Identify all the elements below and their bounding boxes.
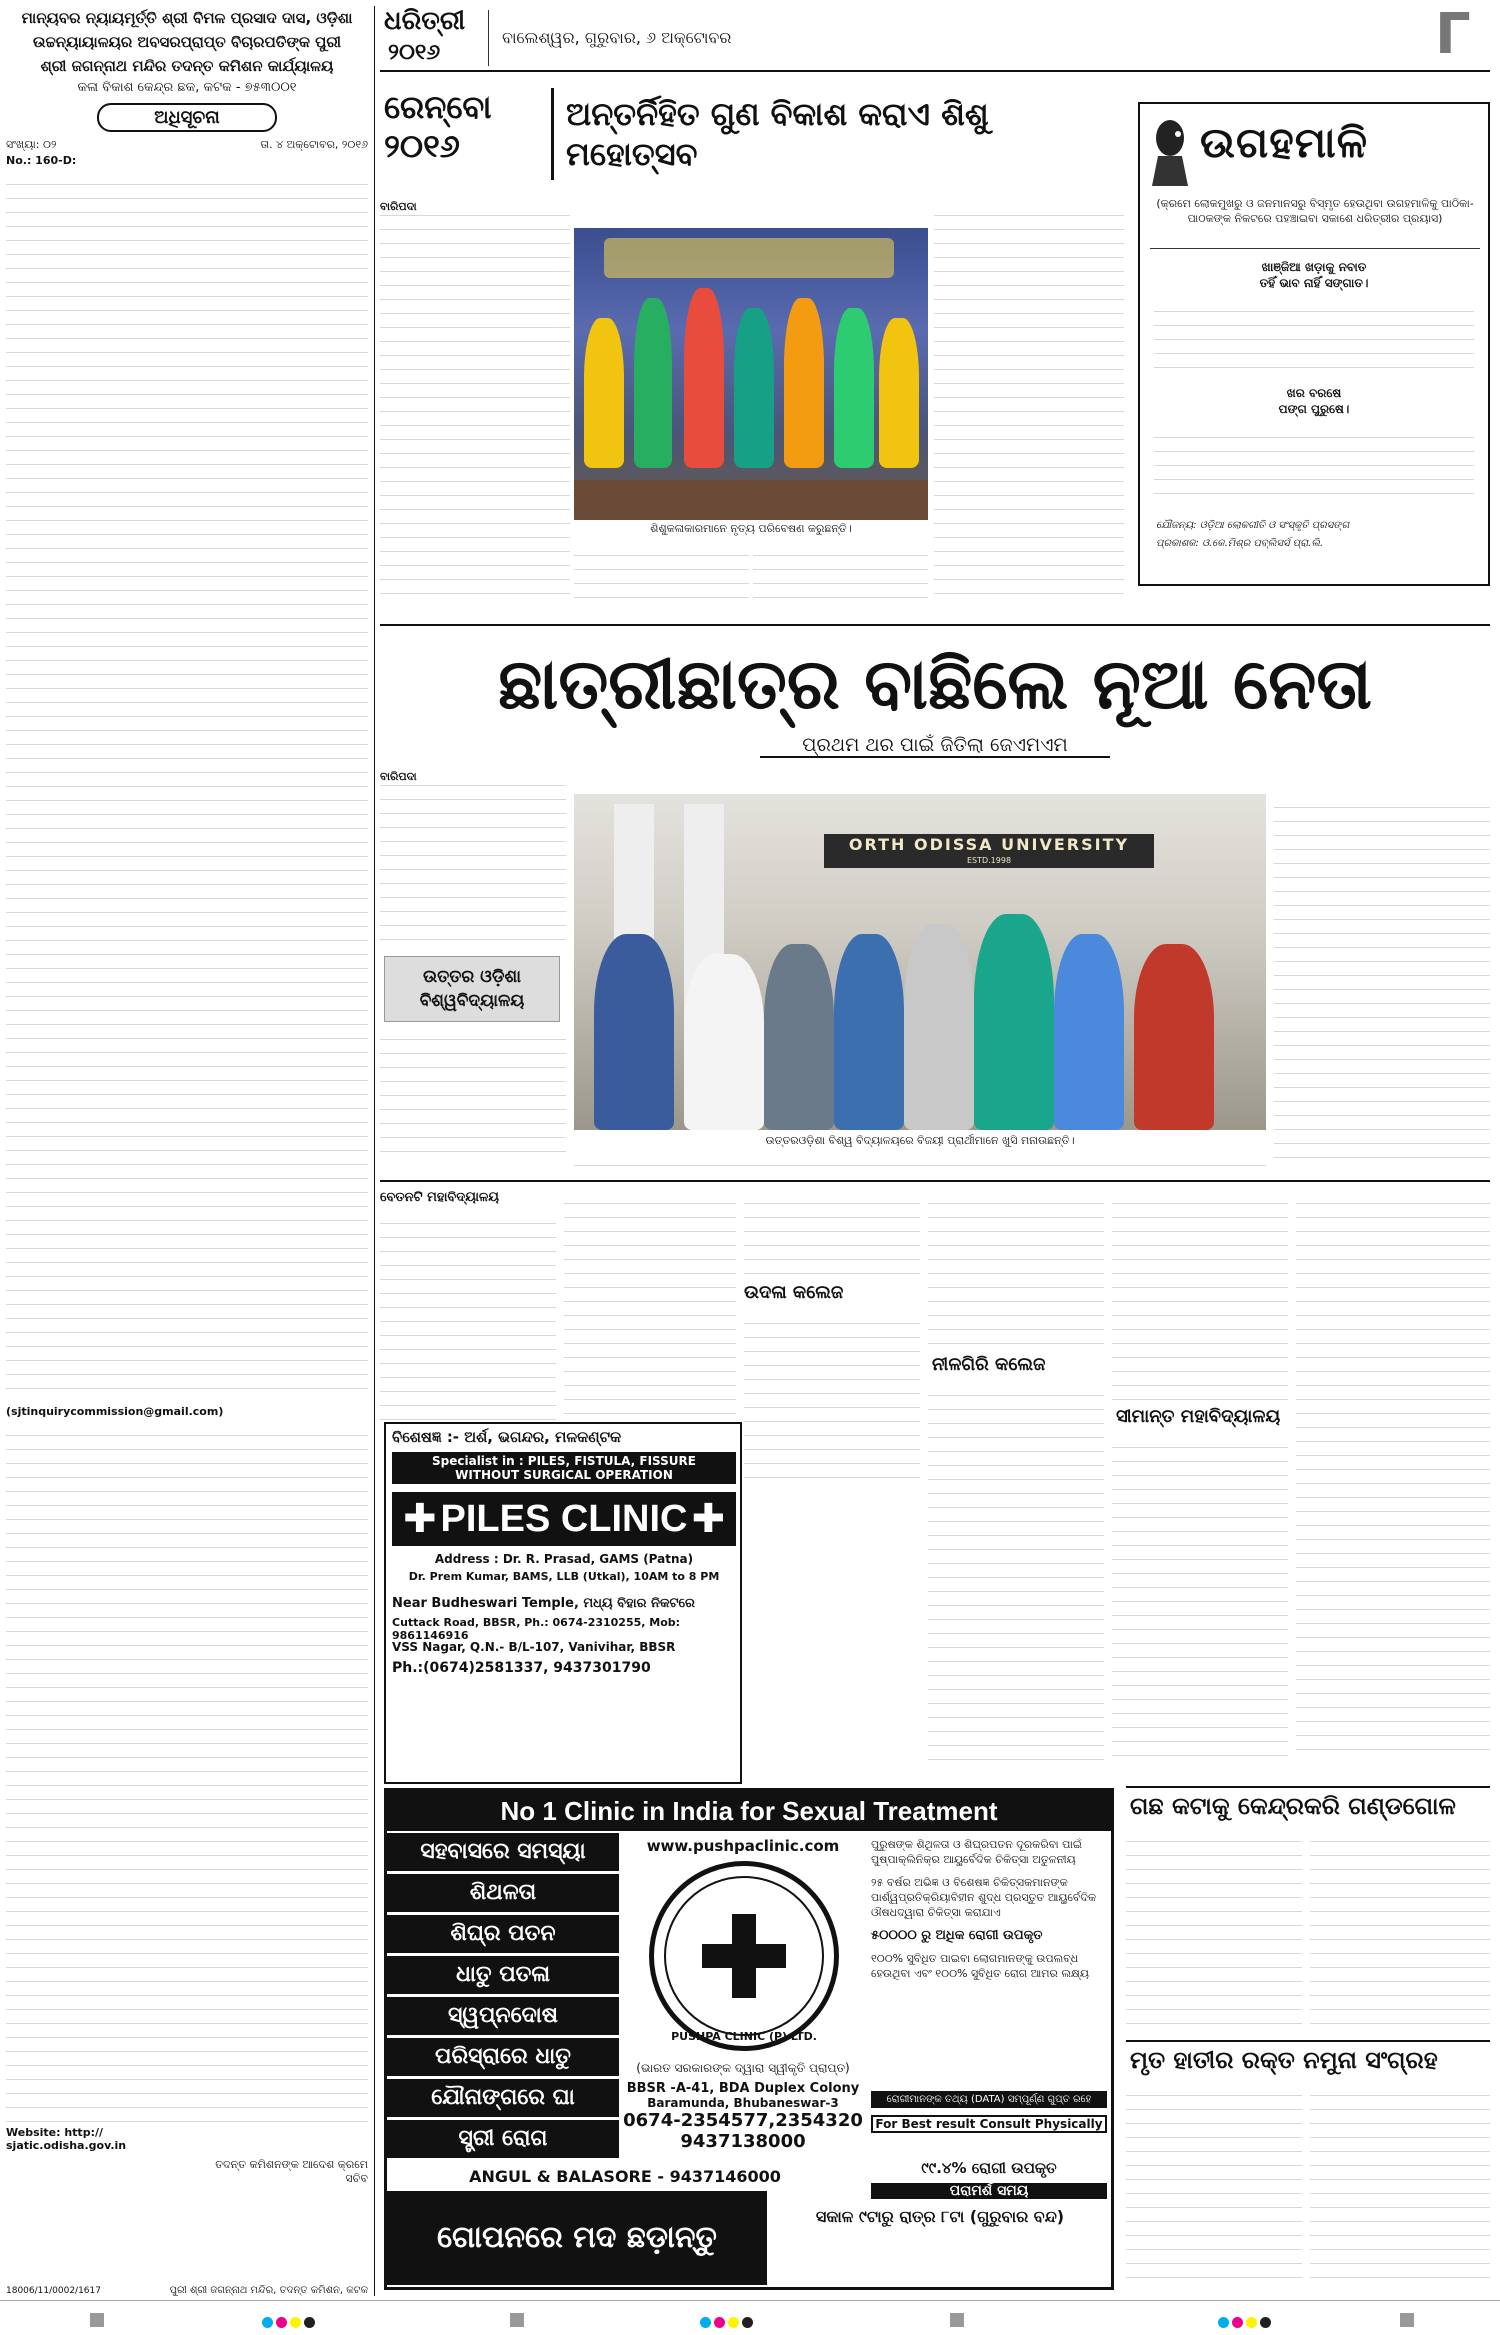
notice-title <box>6 6 368 78</box>
ugahamali-credit-1: ଯୌଜନ୍ୟ: ଓଡ଼ିଆ ଲୋକଗୀତି ଓ ସଂସ୍କୃତି ପ୍ରସଙ୍ଗ <box>1156 520 1350 531</box>
college-col-4b <box>928 1382 1104 1762</box>
color-dots <box>700 2313 756 2332</box>
notice-email: (sjtinquirycommission@gmail.com) <box>6 1405 224 1418</box>
notice-sign-3: ପୁରୀ ଶ୍ରୀ ଜଗନ୍ନାଥ ମନ୍ଦିର, ତଦନ୍ତ କମିଶନ, କଟକ <box>169 2285 368 2296</box>
corner-mark: Γ <box>1435 2 1471 67</box>
college-col-3a <box>744 1190 920 1280</box>
ugahamali-text-2 <box>1154 424 1474 504</box>
seal-cross-icon <box>702 1914 786 1998</box>
college-col-3-head: ନୀଳଗିରି କଲେଜ <box>932 1354 1046 1375</box>
pushpa-data-head: ରୋଗୀମାନଙ୍କ ତଥ୍ୟ (DATA) ସମ୍ପୂର୍ଣ୍ଣ ଗୁପ୍ତ ରହେ <box>871 2091 1107 2108</box>
piles-near: Near Budheswari Temple, ମଧ୍ୟ ବିହାର ନିକଟରେ <box>392 1596 695 1611</box>
pushpa-clinic-ad <box>384 1788 1114 2290</box>
festival-byline: ବାରିପଦା <box>380 200 421 214</box>
ugahamali-verse-1: ଖାଞ୍ଜିଆ ଖଡ଼ାକୁ ନବାତ <box>1261 260 1367 274</box>
plus-icon: ✚ <box>402 1496 437 1542</box>
paper-name: ଧରିତ୍ରୀ <box>384 6 466 36</box>
main-subhead: ପ୍ରଥମ ଥର ପାଇଁ ଜିତିଲା ଜେଏମଏମ <box>760 734 1110 758</box>
problem-item: ପରିସ୍ରାରେ ଧାତୁ <box>387 2038 619 2076</box>
magenta-dot <box>276 2317 287 2328</box>
pushpa-timing: ସକାଳ ୯ଟାରୁ ରାତ୍ର ୮ଟା (ଗୁରୁବାର ବନ୍ଦ) <box>815 2207 1065 2226</box>
pushpa-phone-1: 0674-2354577,2354320 <box>623 2110 863 2131</box>
piles-specialist-line: Specialist in : PILES, FISTULA, FISSURE <box>432 1454 696 1468</box>
commission-notice <box>6 6 368 2298</box>
problem-item: ଶିଘ୍ର ପତନ <box>387 1915 619 1953</box>
ugahamali-intro: (କ୍ରମେ ଲୋକମୁଖରୁ ଓ ଜନମାନସରୁ ବିସ୍ମୃତ ହେଉଥିବା ଉଗହମାଳିକୁ ପାଠିକା-ପାଠକଙ୍କ ନିକଟରେ ପହଞ୍ଚାଇବା ସକାଶେ ଧରିତ୍ରୀର ପ୍ରୟାସ) <box>1156 197 1474 225</box>
college-col-1-head: ବେତନଟି ମହାବିଦ୍ୟାଳୟ <box>380 1190 500 1205</box>
main-headline: ଛାତ୍ରୀଛାତ୍ର ବାଛିଲେ ନୂଆ ନେତା <box>498 643 1372 725</box>
blood-col-2 <box>1310 2082 1490 2282</box>
ugahamali-title: ଉଗହମାଳି <box>1200 118 1369 167</box>
college-col-5b <box>1112 1434 1288 1762</box>
black-dot <box>742 2317 753 2328</box>
college-col-2-head: ଉଦଳା କଲେଜ <box>744 1282 844 1303</box>
festival-kicker-word: ରେନ୍‌ବୋ <box>384 88 492 126</box>
year-label: ୨୦୧୬ <box>388 40 441 65</box>
problem-item: ଯୌନାଙ୍ଗରେ ଘା <box>387 2079 619 2117</box>
yellow-dot <box>290 2317 301 2328</box>
college-col-4-head: ସୀମାନ୍ତ ମହାବିଦ୍ୟାଳୟ <box>1116 1406 1281 1427</box>
notice-ref-date: ତା. ୪ ଅକ୍ଟୋବର, ୨୦୧୬ <box>260 138 368 151</box>
festival-headline: ଅନ୍ତର୍ନିହିତ ଗୁଣ ବିକାଶ କରାଏ ଶିଶୁ ମହୋତ୍ସବ <box>566 95 989 173</box>
pushpa-govt: (ଭାରତ ସରକାରଙ୍କ ଦ୍ୱାରା ସ୍ୱୀକୃତି ପ୍ରାପ୍ତ) <box>636 2061 850 2075</box>
ugahamali-credit-2: ପ୍ରକାଶକ: ଓ.କେ.ମିଶ୍ର ପବ୍ଲିସର୍ସ ପ୍ରା.ଲି. <box>1156 538 1324 549</box>
pushpa-title: No 1 Clinic in India for Sexual Treatment <box>387 1791 1111 1831</box>
pushpa-phone-2: 9437138000 <box>680 2131 806 2152</box>
piles-brand-name: PILES CLINIC <box>440 1497 688 1540</box>
notice-title-line: ଶ୍ରୀ ଜଗନ୍ନାଥ ମନ୍ଦିର ତଦନ୍ତ କମିଶନ କାର୍ଯ୍ୟାଳୟ <box>40 57 334 75</box>
festival-story <box>380 82 1128 610</box>
notice-no: No.: 160-D: <box>6 154 77 167</box>
main-byline: ବାରିପଦା <box>380 770 421 784</box>
piles-brand <box>392 1492 736 1546</box>
notice-heading: ଅଧିସୂଚନା <box>97 103 277 132</box>
notice-website[interactable]: sjatic.odisha.gov.in <box>6 2139 127 2152</box>
main-photo <box>574 794 1266 1130</box>
festival-col-1 <box>380 202 570 597</box>
tree-col-2 <box>1310 1828 1490 2028</box>
ugahamali-verse-2b: ପଙ୍ଗ ପୁରୁଷେ। <box>1278 402 1350 416</box>
masthead <box>380 2 1490 72</box>
problem-item: ସ୍ତ୍ରୀ ରୋଗ <box>387 2120 619 2158</box>
festival-col-3 <box>753 542 928 598</box>
festival-photo <box>574 228 928 520</box>
ugahamali-verse-1b: ତହିଁ ଭାବ ନାହିଁ ସଙ୍ଗାତ। <box>1259 276 1369 290</box>
ugahamali-icon <box>1148 116 1196 186</box>
festival-kicker-year: ୨୦୧୬ <box>384 127 460 165</box>
pushpa-seal <box>649 1861 839 2051</box>
notice-ref-no: ସଂଖ୍ୟା: ୦୨ <box>6 138 57 151</box>
tree-col-1 <box>1126 1828 1302 2028</box>
piles-specialist <box>392 1452 736 1484</box>
cyan-dot <box>262 2317 273 2328</box>
festival-col-2 <box>574 542 749 598</box>
university-sign <box>824 834 1154 868</box>
notice-sign-2: ସଚିବ <box>345 2172 368 2185</box>
tree-story <box>1126 1786 1490 2036</box>
problem-item: ଧାତୁ ପତଳା <box>387 1956 619 1994</box>
college-col-2 <box>564 1190 736 1420</box>
piles-clinic-ad <box>384 1422 742 1784</box>
seal-text: PUSHPA CLINIC (P) LTD. <box>671 2030 817 2043</box>
notice-body-1 <box>6 171 368 1401</box>
pushpa-problems <box>387 1833 619 2161</box>
magenta-dot <box>1232 2317 1243 2328</box>
pushpa-benefit: ୯୯.୪% ରୋଗୀ ଉପକୃତ <box>921 2159 1057 2177</box>
college-col-4a <box>928 1190 1104 1350</box>
college-col-1 <box>380 1210 556 1420</box>
main-col-4 <box>1274 794 1490 1166</box>
color-dots <box>1218 2313 1274 2332</box>
ugahamali-verse-2: ଖର ବରଷେ <box>1286 386 1342 400</box>
feature-item: ୫୦୦୦୦ ରୁ ଅଧିକ ରୋଗୀ ଉପକୃତ <box>871 1928 1043 1943</box>
notice-title-line: ମାନ୍ୟବର ନ୍ୟାୟମୂର୍ତ୍ତି ଶ୍ରୀ ବିମଳ ପ୍ରସାଦ ଦାସ, ଓଡ଼ିଶା <box>21 9 353 27</box>
dateline: ବାଲେଶ୍ୱର, ଗୁରୁବାର, ୬ ଅକ୍ଟୋବର <box>502 28 732 47</box>
notice-sign-1: ତଦନ୍ତ କମିଶନଙ୍କ ଆଦେଶ କ୍ରମେ <box>215 2158 368 2171</box>
college-col-3b <box>744 1310 920 1482</box>
problem-item: ଶିଥଳତା <box>387 1874 619 1912</box>
main-story <box>380 624 1490 1170</box>
college-col-6 <box>1296 1190 1490 1762</box>
pushpa-bbsr <box>623 2081 863 2152</box>
university-sign-text: ORTH ODISSA UNIVERSITY <box>848 835 1130 854</box>
main-sidebar-label: ଉତ୍ତର ଓଡ଼ିଶା ବିଶ୍ୱବିଦ୍ୟାଳୟ <box>384 956 560 1022</box>
piles-without-line: WITHOUT SURGICAL OPERATION <box>455 1468 673 1482</box>
main-col-1b <box>380 1026 566 1156</box>
notice-website-label: Website: http:// <box>6 2126 103 2139</box>
university-sign-sub: ESTD.1998 <box>966 856 1012 865</box>
notice-code: 18006/11/0002/1617 <box>6 2286 101 2296</box>
festival-kicker <box>384 88 554 180</box>
problem-item: ସ୍ୱପ୍ନଦୋଷ <box>387 1997 619 2035</box>
pushpa-website: www.pushpaclinic.com <box>646 1837 840 1855</box>
notice-body-2 <box>6 1422 368 2122</box>
pushpa-branches: ANGUL & BALASORE - 9437146000 <box>469 2167 781 2186</box>
notice-address: କଳା ବିକାଶ କେନ୍ଦ୍ର ଛକ, କଟକ - ୭୫୩୦୦୧ <box>77 80 297 95</box>
print-registration-strip <box>0 2300 1500 2335</box>
cyan-dot <box>1218 2317 1229 2328</box>
pushpa-timing-head: ପରାମର୍ଶ ସମୟ <box>871 2183 1107 2199</box>
piles-cuttack: Cuttack Road, BBSR, Ph.: 0674-2310255, Mob: 9861146916 <box>392 1616 681 1642</box>
yellow-dot <box>1246 2317 1257 2328</box>
pushpa-consult: For Best result Consult Physically <box>871 2115 1107 2133</box>
piles-doctor-2: Dr. Prem Kumar, BAMS, LLB (Utkal), 10AM to 8 PM <box>408 1570 720 1583</box>
main-photo-caption: ଉତ୍ତରଓଡ଼ିଶା ବିଶ୍ୱ ବିଦ୍ୟାଳୟରେ ବିଜୟୀ ପ୍ରାର୍ଥୀମାନେ ଖୁସି ମନାଉଛନ୍ତି। <box>765 1134 1075 1147</box>
plus-icon: ✚ <box>691 1496 726 1542</box>
pushpa-slogan: ଗୋପନରେ ମଦ ଛଡ଼ାନ୍ତୁ <box>387 2191 767 2285</box>
black-dot <box>304 2317 315 2328</box>
blood-story <box>1126 2040 1490 2290</box>
pushpa-bbsr-address: BBSR -A-41, BDA Duplex Colony <box>626 2081 860 2096</box>
piles-special: ବିଶେଷଜ୍ଞ :- ଅର୍ଶ, ଭଗନ୍ଦର, ମଳକଣ୍ଟକ <box>392 1428 622 1446</box>
blood-col-1 <box>1126 2082 1302 2282</box>
feature-item: ୧୦୦% ସୁବିଧିତ ପାଇବା ଲୋଗମାନଙ୍କୁ ଉପଲବ୍ଧ ହେଉଥିବା ଏବଂ ୧୦୦% ସୁବିଧିତ ରୋଗ ଆମର ଲକ୍ଷ୍ୟ <box>871 1952 1089 1980</box>
college-col-5a <box>1112 1190 1288 1400</box>
color-dots <box>262 2313 318 2332</box>
ugahamali-box <box>1138 102 1490 586</box>
piles-vss: VSS Nagar, Q.N.- B/L-107, Vanivihar, BBSR <box>392 1640 676 1654</box>
blood-headline: ମୃତ ହାତୀର ରକ୍ତ ନମୁନା ସଂଗ୍ରହ <box>1130 2046 1438 2074</box>
festival-col-4 <box>934 202 1124 597</box>
feature-item: ପୁରୁଷଙ୍କ ଶିଥିଳତା ଓ ଶିଘ୍ରପତନ ଦୂରକରିବା ପାଇଁ ପୁଷ୍ପାକ୍ଲିନିକ୍‌ର ଆୟୁର୍ବେଦିକ ଚିକିତ୍ସା ଅତୁଳନୀୟ <box>871 1838 1083 1866</box>
ugahamali-text-1 <box>1154 298 1474 378</box>
problem-item: ସହବାସରେ ସମସ୍ୟା <box>387 1833 619 1871</box>
pushpa-bbsr-area: Baramunda, Bhubaneswar-3 <box>647 2096 839 2110</box>
yellow-dot <box>728 2317 739 2328</box>
cyan-dot <box>700 2317 711 2328</box>
tree-headline: ଗଛ କଟାକୁ କେନ୍ଦ୍ରକରି ଗଣ୍ଡଗୋଳ <box>1130 1792 1456 1820</box>
pushpa-features <box>871 1837 1107 1989</box>
festival-photo-caption: ଶିଶୁକଳାକାରମାନେ ନୃତ୍ୟ ପରିବେଷଣ କରୁଛନ୍ତି। <box>650 522 852 535</box>
feature-item: ୨୫ ବର୍ଷର ଅଭିଜ୍ଞ ଓ ବିଶେଷଜ୍ଞ ଚିକିତ୍ସକମାନଙ୍କ ପାର୍ଶ୍ୱପ୍ରତିକ୍ରିୟାବିହୀନ ଶୁଦ୍ଧ ପ୍ରସ୍ତୁତ ଆୟୁର୍ବେଦିକ ଔଷଧଦ୍ୱାରା ଚିକିତ୍ସା କରାଯାଏ <box>871 1876 1097 1919</box>
magenta-dot <box>714 2317 725 2328</box>
main-bottom-text <box>574 1152 1266 1170</box>
piles-address: Address : Dr. R. Prasad, GAMS (Patna) <box>434 1552 694 1566</box>
piles-phone: Ph.:(0674)2581337, 9437301790 <box>392 1660 651 1676</box>
black-dot <box>1260 2317 1271 2328</box>
notice-title-line: ଉଚ୍ଚନ୍ୟାୟାଳୟର ଅବସରପ୍ରାପ୍ତ ବିଚାରପତିଙ୍କ ପୁରୀ <box>32 33 342 51</box>
main-col-1 <box>380 772 566 952</box>
